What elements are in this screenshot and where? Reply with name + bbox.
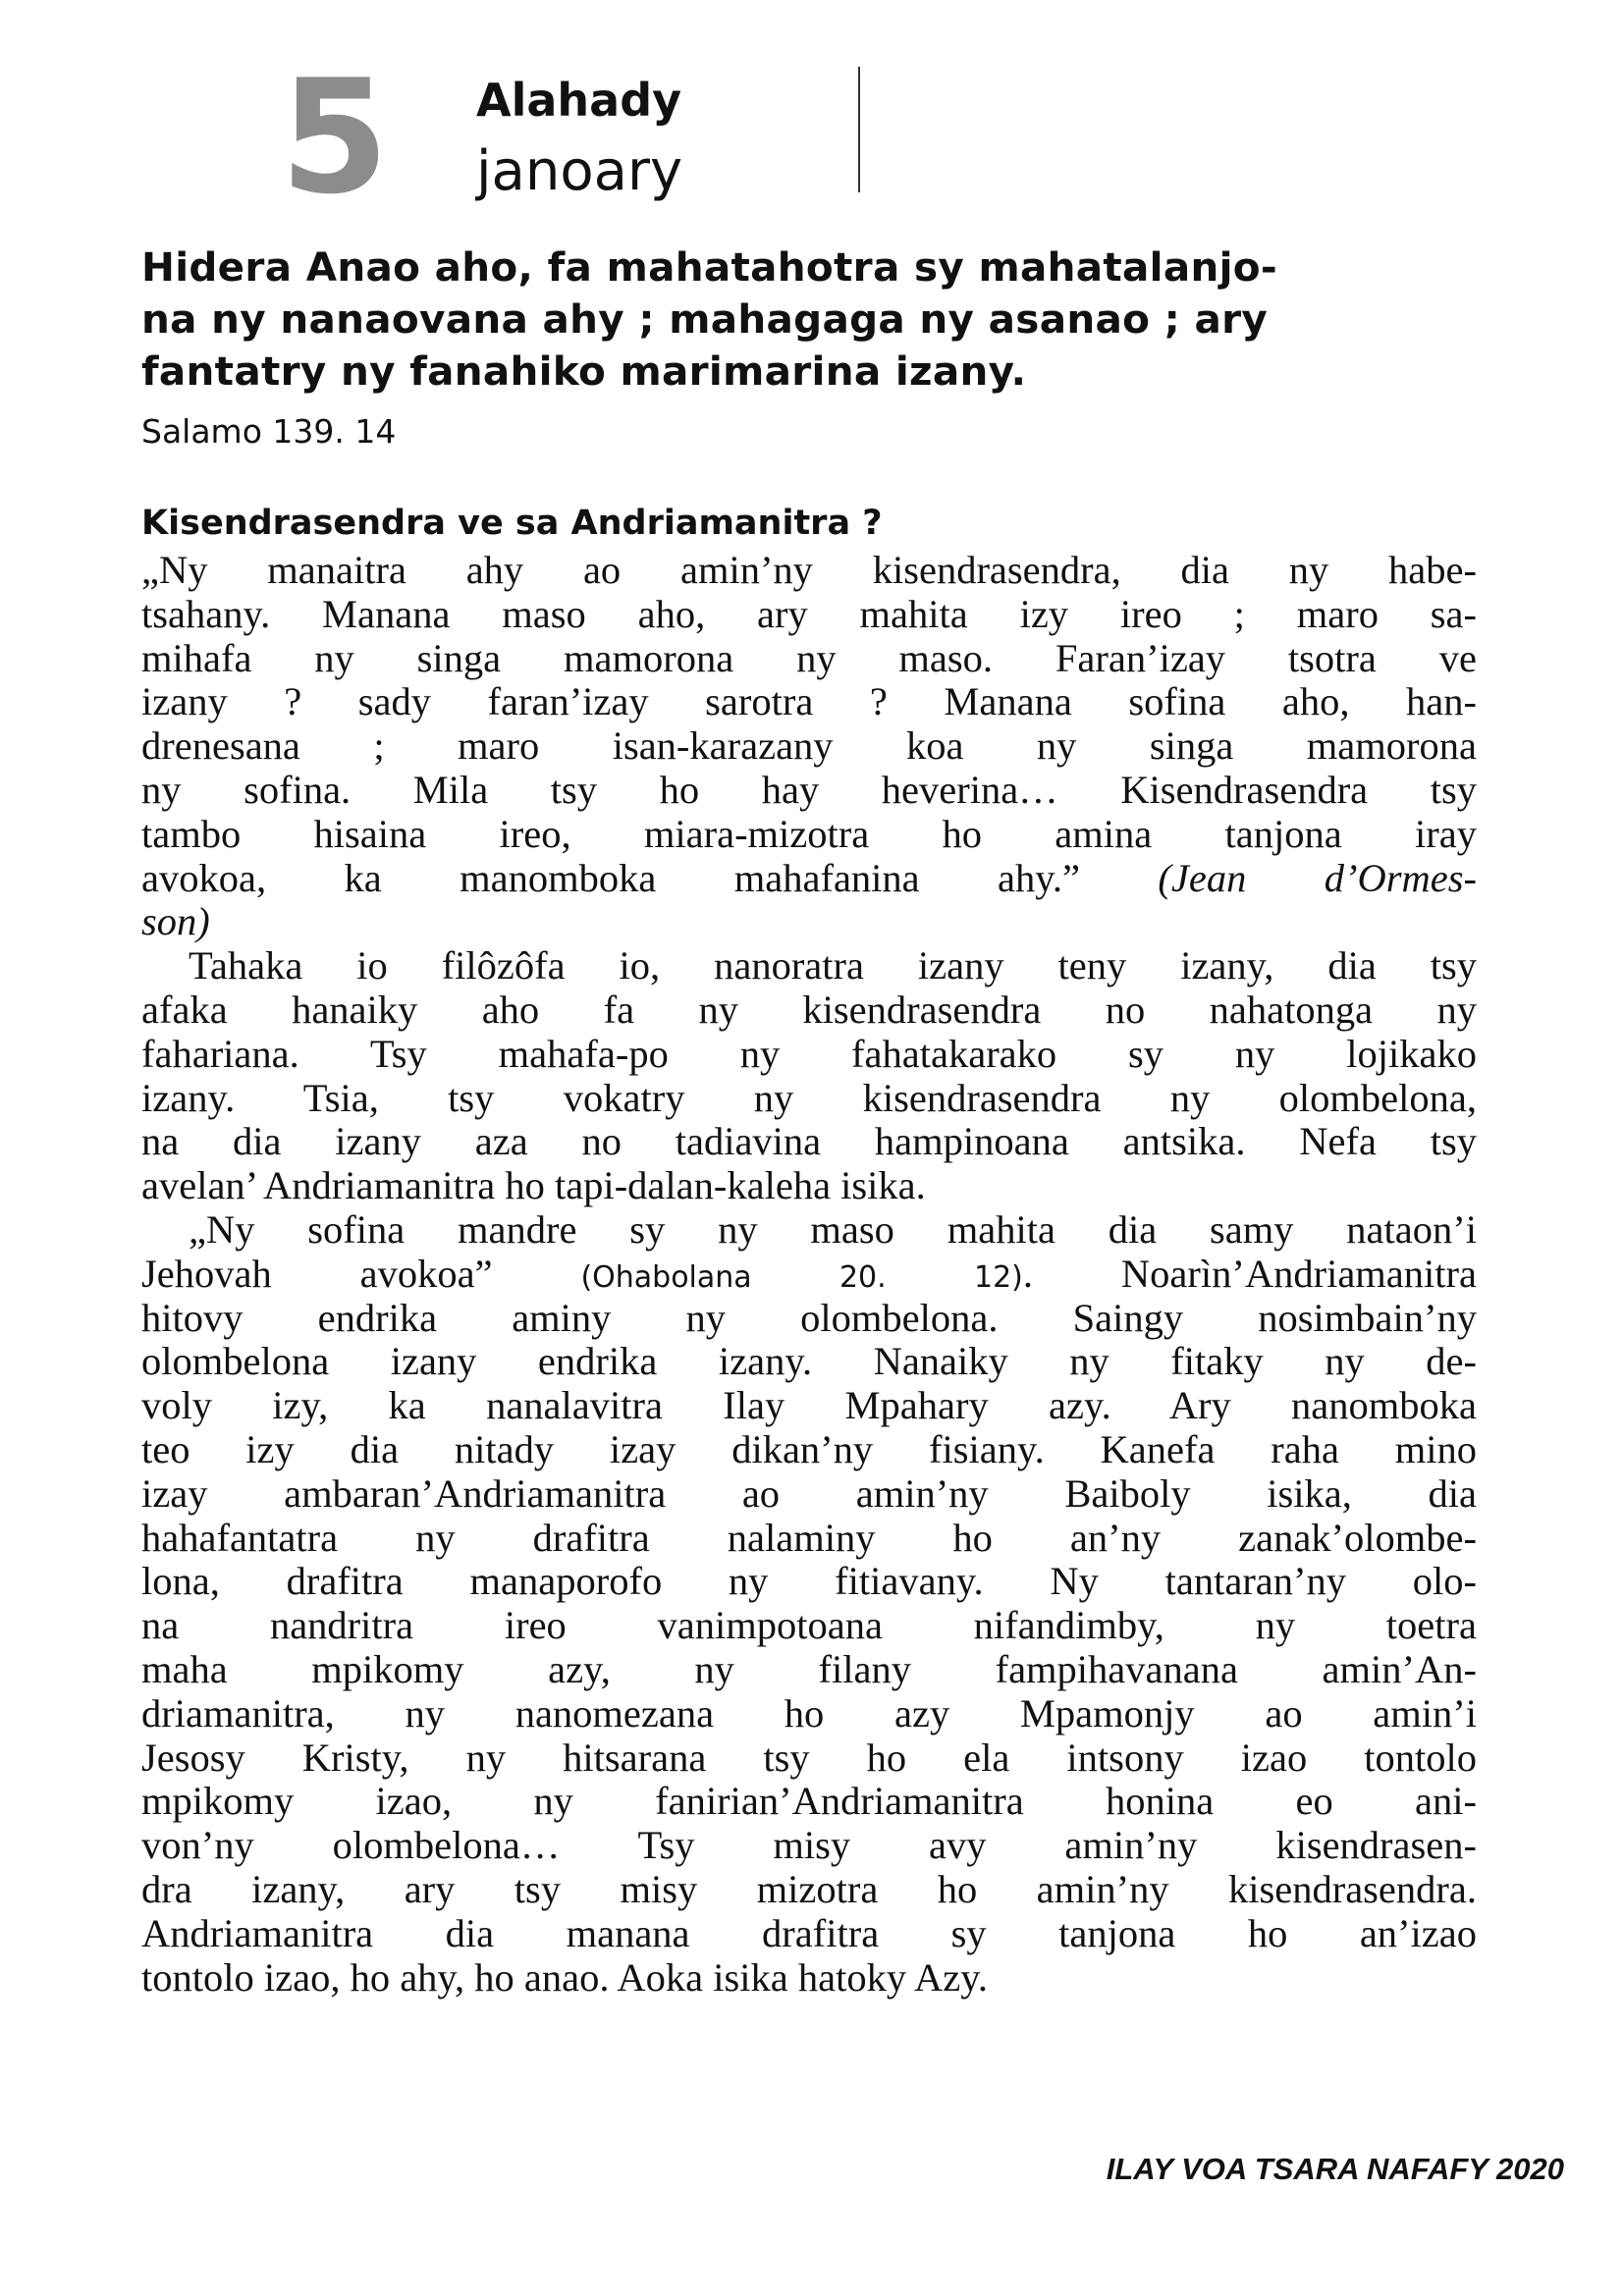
body-line (141, 900, 1477, 944)
day-number: 5 (280, 45, 386, 229)
body-line: „Ny sofina mandre sy ny maso mahita dia samy nataon’i (189, 1206, 1477, 1252)
body-line: na dia izany aza no tadiavina hampinoana antsika. Nefa tsy (141, 1119, 1477, 1164)
body-line: voly izy, ka nanalavitra Ilay Mpahary azy. Ary nanomboka (141, 1383, 1477, 1428)
article-title: Kisendrasendra ve sa Andriamanitra ? (141, 504, 883, 543)
body-line: Tahaka io filôzôfa io, nanoratra izany teny izany, dia tsy (189, 943, 1477, 988)
body-line: von’ny olombelona… Tsy misy avy amin’ny kisendrasen- (141, 1823, 1477, 1868)
body-line: izay ambaran’Andriamanitra ao amin’ny Baiboly isika, dia (141, 1470, 1477, 1516)
body-line: tsahany. Manana maso aho, ary mahita izy ireo ; maro sa- (141, 591, 1477, 636)
body-line: drenesana ; maro isan-karazany koa ny singa mamorona (141, 723, 1477, 769)
daily-verse (141, 241, 1477, 398)
body-line: driamanitra, ny nanomezana ho azy Mpamonjy ao amin’i (141, 1690, 1477, 1735)
article-body (141, 549, 1477, 2000)
body-line: izany ? sady faran’izay sarotra ? Manana sofina aho, han- (141, 679, 1477, 724)
body-line: Jesosy Kristy, ny hitsarana tsy ho ela intsony izao tontolo (141, 1735, 1477, 1780)
body-line: tontolo izao, ho ahy, ho anao. Aoka isika hatoky Azy. (141, 1954, 988, 2000)
body-line: afaka hanaiky aho fa ny kisendrasendra no nahatonga ny (141, 987, 1477, 1032)
body-line: teo izy dia nitady izay dikan’ny fisiany. Kanefa raha mino (141, 1426, 1477, 1471)
verse-line: Hidera Anao aho, fa mahatahotra sy mahatalanjo- (141, 243, 1278, 291)
body-text-fragment: . Noarìn’Andriamanitra (1022, 1251, 1478, 1296)
body-line: na nandritra ireo vanimpotoana nifandimby, ny toetra (141, 1603, 1477, 1648)
verse-line: na ny nanaovana ahy ; mahagaga ny asanao ; ary (141, 295, 1269, 343)
body-line: tambo hisaina ireo, miara-mizotra ho amina tanjona iray (141, 811, 1477, 856)
body-line: ny sofina. Mila tsy ho hay heverina… Kisendrasendra tsy (141, 767, 1477, 812)
body-line (141, 857, 1477, 901)
quote-attribution: (Jean d’Ormes- (1158, 855, 1477, 900)
body-line: fahariana. Tsy mahafa-po ny fahatakarako sy ny lojikako (141, 1031, 1477, 1076)
body-line: mihafa ny singa mamorona ny maso. Faran’izay tsotra ve (141, 635, 1477, 680)
weekday-label: Alahady (476, 74, 682, 127)
body-line: olombelona izany endrika izany. Nanaiky ny fitaky ny de- (141, 1339, 1477, 1384)
publication-footer: ILAY VOA TSARA NAFAFY 2020 (1106, 2152, 1564, 2186)
header-divider (858, 67, 860, 192)
quote-attribution-continued: son) (141, 899, 210, 944)
month-label: janoary (476, 139, 683, 203)
body-line: mpikomy izao, ny fanirian’Andriamanitra honina eo ani- (141, 1779, 1477, 1824)
body-line: maha mpikomy azy, ny filany fampihavanana amin’An- (141, 1646, 1477, 1691)
body-line: Andriamanitra dia manana drafitra sy tanjona ho an’izao (141, 1910, 1477, 1955)
scripture-reference: (Ohabolana 20. 12) (580, 1259, 1023, 1295)
body-text-fragment: Jehovah avokoa” (141, 1251, 581, 1296)
verse-line: fantatry ny fanahiko marimarina izany. (141, 347, 1027, 395)
body-line: hahafantatra ny drafitra nalaminy ho an’ny zanak’olombe- (141, 1515, 1477, 1560)
body-line: dra izany, ary tsy misy mizotra ho amin’ny kisendrasendra. (141, 1866, 1477, 1911)
body-line: avelan’ Andriamanitra ho tapi-dalan-kaleha isika. (141, 1163, 926, 1208)
body-line: lona, drafitra manaporofo ny fitiavany. Ny tantaran’ny olo- (141, 1559, 1477, 1604)
quote-end-text: avokoa, ka manomboka mahafanina ahy.” (141, 855, 1159, 900)
body-line (141, 1253, 1477, 1297)
body-line: hitovy endrika aminy ny olombelona. Saingy nosimbain’ny (141, 1295, 1477, 1340)
body-line: „Ny manaitra ahy ao amin’ny kisendrasendra, dia ny habe- (141, 548, 1477, 592)
body-line: izany. Tsia, tsy vokatry ny kisendrasendra ny olombelona, (141, 1075, 1477, 1120)
verse-reference: Salamo 139. 14 (141, 412, 397, 451)
